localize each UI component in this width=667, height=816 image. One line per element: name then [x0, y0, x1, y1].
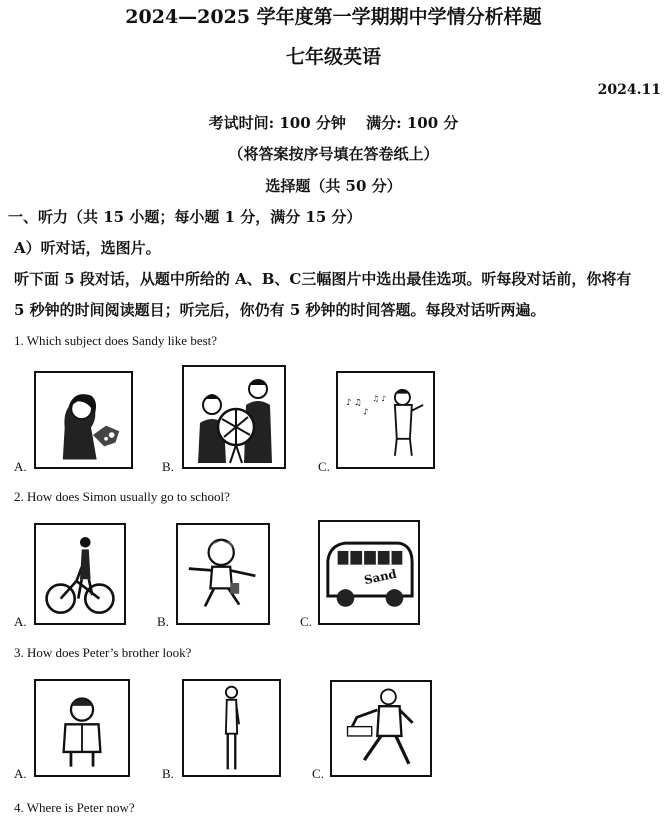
q1-option-c-label: C. [318, 459, 330, 474]
q3-option-c-label: C. [312, 766, 324, 781]
exam-info: 考试时间: 100 分钟 满分: 100 分 [208, 114, 459, 132]
answer-instruction: （将答案按序号填在答卷纸上） [228, 145, 439, 163]
q3-option-a-picture [34, 679, 130, 777]
q1-option-c-picture [336, 371, 435, 469]
section-heading: 一、听力（共 15 小题；每小题 1 分，满分 15 分） [8, 208, 362, 226]
svg-text:♪ ♫: ♪ ♫ [346, 396, 362, 407]
exam-date: 2024.11 [597, 82, 661, 98]
q1-option-a-picture [34, 371, 133, 469]
q3-option-a-label: A. [14, 766, 27, 781]
q3-option-b-label: B. [162, 766, 174, 781]
q2-option-a-picture [34, 523, 126, 625]
q1-option-b-picture [182, 365, 286, 469]
question-1: 1. Which subject does Sandy like best? [14, 333, 218, 348]
q2-option-a-label: A. [14, 614, 27, 629]
q3-option-c-picture [330, 680, 432, 777]
q2-option-c-picture [318, 520, 420, 625]
svg-text:♪: ♪ [362, 406, 369, 417]
part-heading: 选择题（共 50 分） [265, 177, 402, 195]
directions-line-1: 听下面 5 段对话，从题中所给的 A、B、C三幅图片中选出最佳选项。听每段对话前，你将有 [14, 270, 632, 288]
bus-sign-text: Sand [362, 566, 398, 588]
q2-option-b-label: B. [157, 614, 169, 629]
q1-option-a-label: A. [14, 459, 27, 474]
question-2: 2. How does Simon usually go to school? [14, 489, 230, 504]
exam-subtitle: 七年级英语 [285, 46, 381, 68]
q2-option-c-label: C. [300, 614, 312, 629]
question-4: 4. Where is Peter now? [14, 800, 135, 815]
svg-text:♫ ♪: ♫ ♪ [372, 394, 387, 404]
q3-option-b-picture [182, 679, 281, 777]
q2-option-b-picture [176, 523, 270, 625]
directions-line-2: 5 秒钟的时间阅读题目；听完后，你仍有 5 秒钟的时间答题。每段对话听两遍。 [14, 301, 546, 319]
q1-option-b-label: B. [162, 459, 174, 474]
question-3: 3. How does Peter’s brother look? [14, 645, 192, 660]
exam-title: 2024—2025 学年度第一学期期中学情分析样题 [125, 6, 542, 28]
subsection-heading: A）听对话，选图片。 [14, 239, 161, 257]
